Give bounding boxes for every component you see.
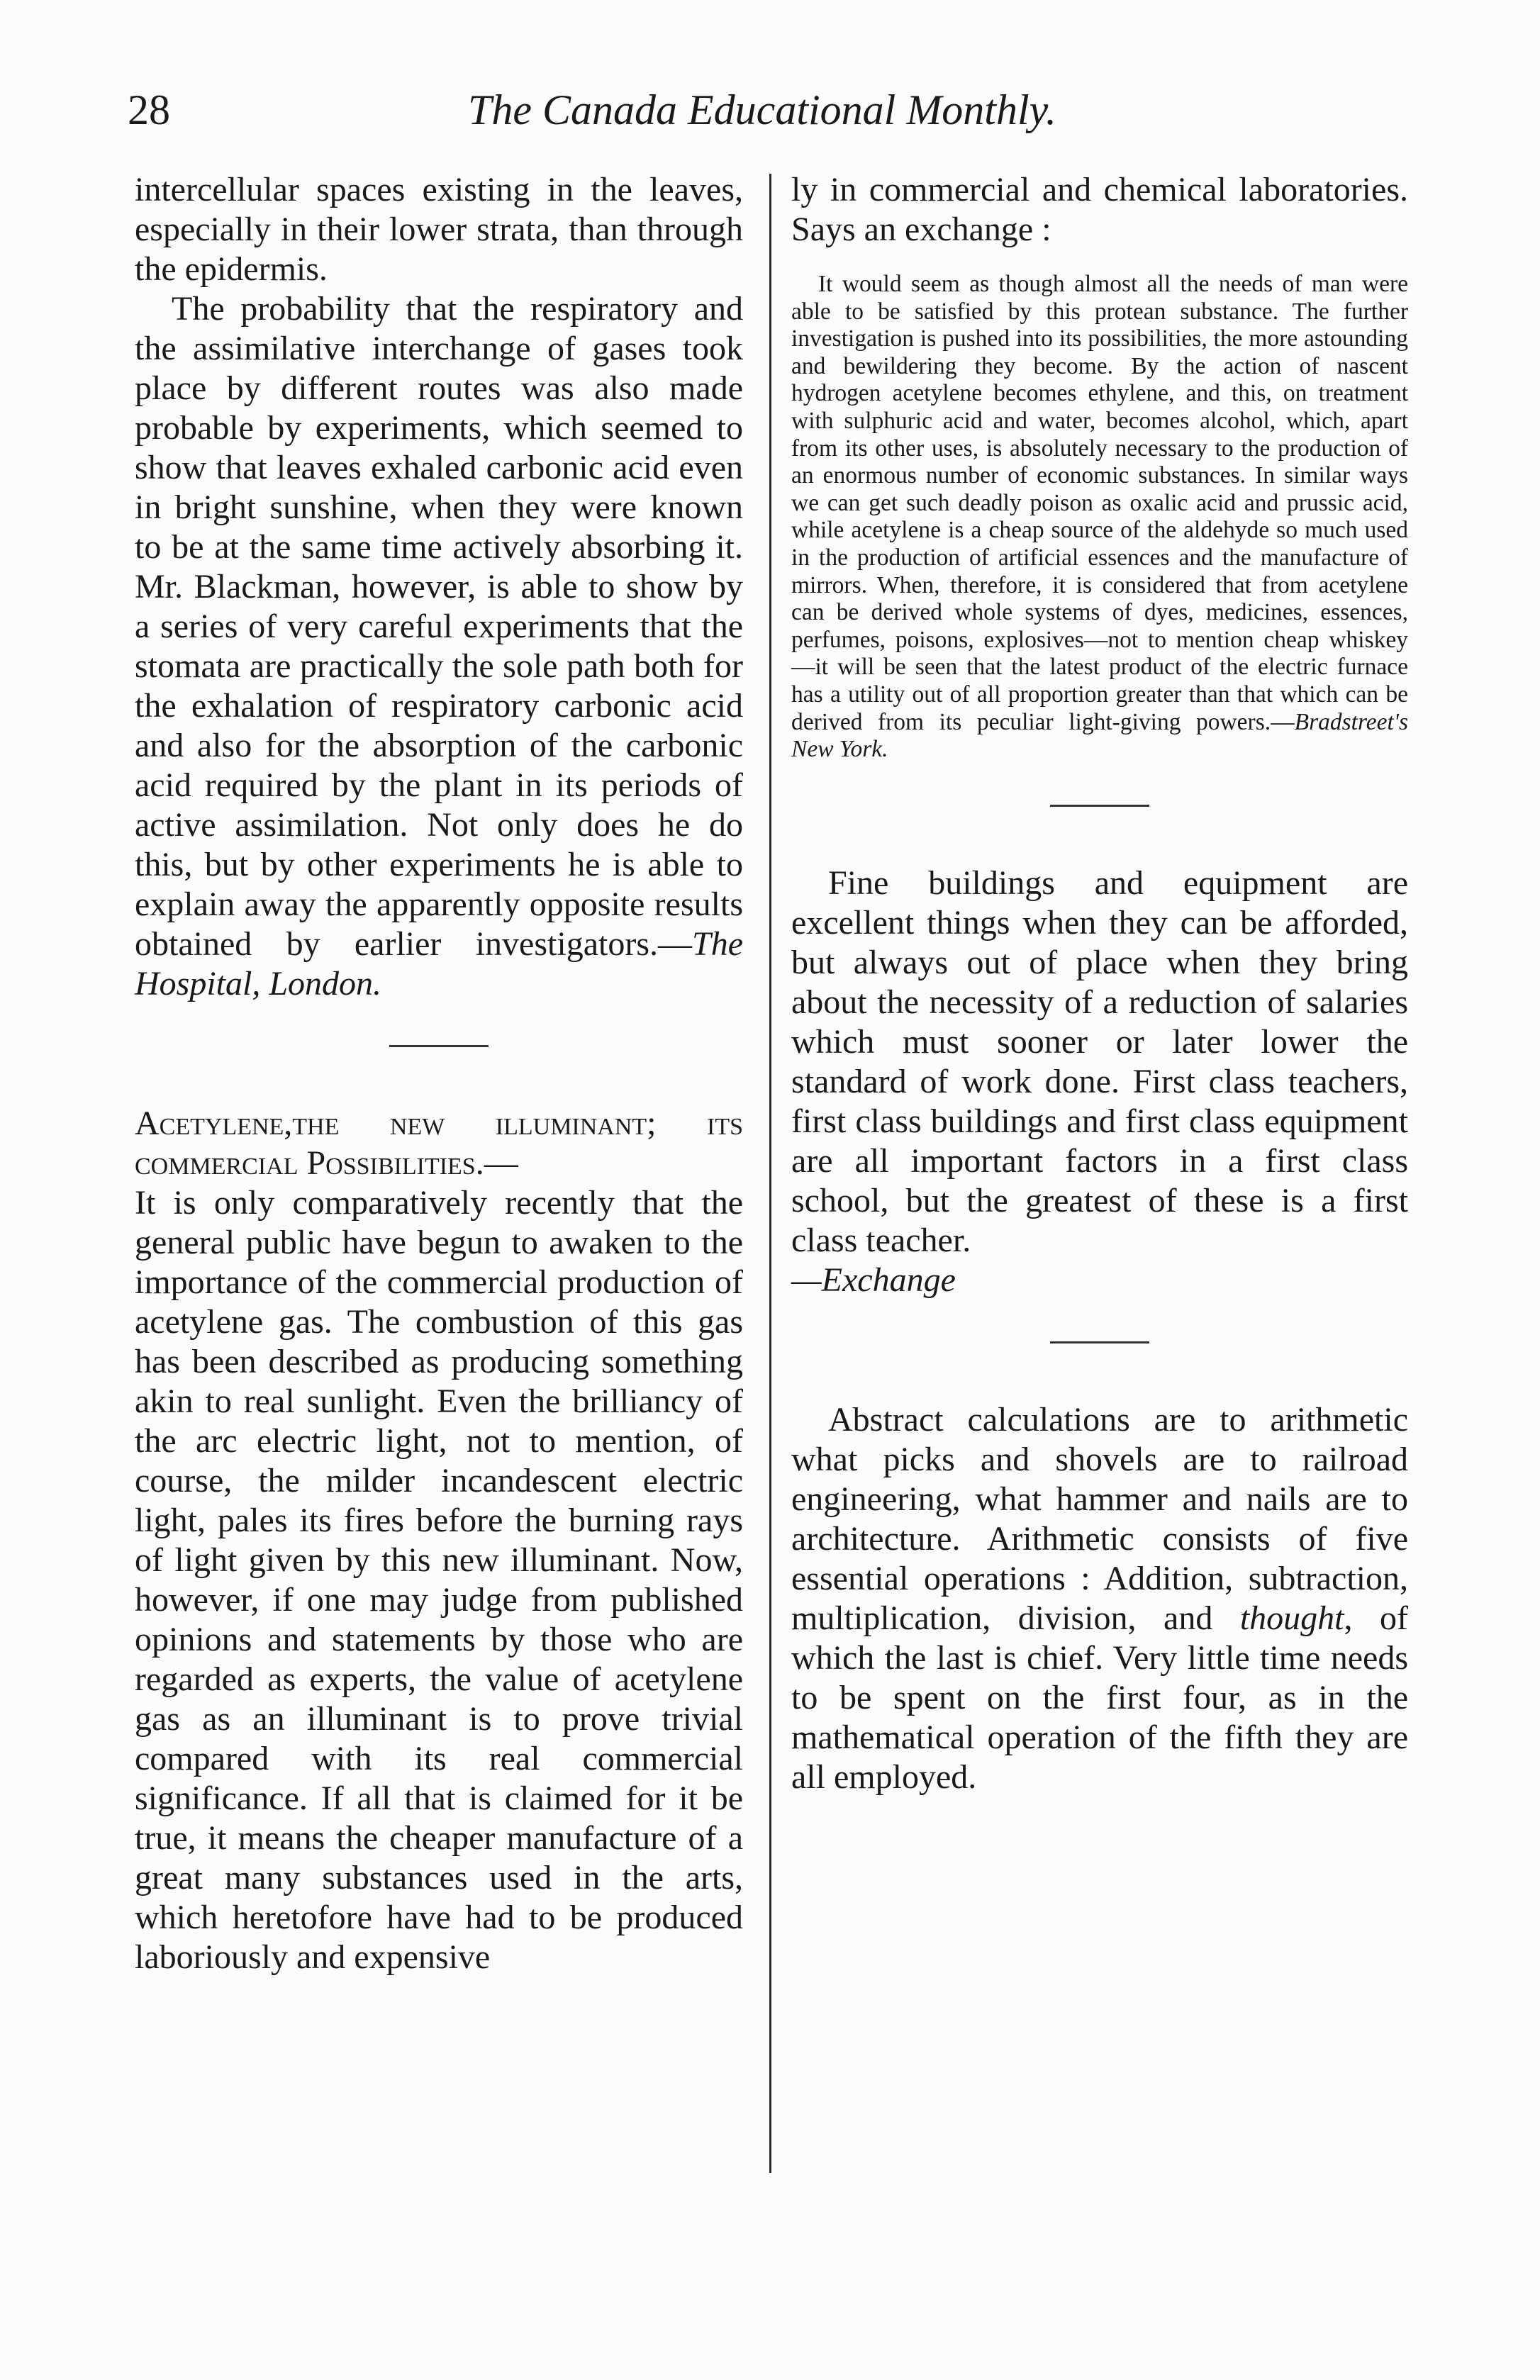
emphasis-thought: thought [1239, 1599, 1344, 1637]
page-number: 28 [128, 86, 170, 133]
quote-text [791, 271, 1408, 764]
paragraph-acetylene: It is only comparatively recently that the general public have begun to awaken to the importance of the commercial production of acetylene gas. The combustion of this gas has been described as producing something akin to real sunlight. Even the brilliancy of the arc electric light, not to mention, of course, the milder incandescent electric light, pales its fires before the burning rays of light given by this new illuminant. Now, however, if one may judge from published opinions and statements by those who are regarded as experts, the value of acetylene gas as an illuminant is to prove trivial compared with its real commercial significance. If all that is claimed for it be true, it means the cheaper manufacture of a great many substances used in the arts, which heretofore have had to be produced laboriously and expensive [135, 1184, 743, 1976]
paragraph-intercellular: intercellular spaces existing in the leaves, especially in their lower strata, than through the epidermis. [135, 171, 743, 288]
paragraph-respiration-text: The probability that the respiratory and the assimilative interchange of gases took place by different routes was also made probable by experiments, which seemed to show that leaves exhaled carbonic acid even in bright sunshine, when they were known to be at the same time actively absorbing it. Mr. Blackman, however, is able to show by a series of very careful experiments that the stomata are practically the sole path both for the exhalation of respiratory carbonic acid and also for the absorption of the carbonic acid required by the plant in its periods of active assimilation. Not only does he do this, but by other experiments he is able to explain away the apparently opposite results obtained by earlier investigators.— [135, 290, 743, 963]
paragraph-arithmetic-end: , of which the last is chief. Very little time needs to be spent on the first four, as in the mathematical operation of the fifth they are all employed. [791, 1599, 1408, 1796]
article-heading: Acetylene,the new illuminant; its commercial Possibilities.— [135, 1105, 743, 1182]
paragraph-buildings: Fine buildings and equipment are excellent things when they can be afforded, but always out of place when they bring about the necessity of a reduction of salaries which must sooner or later lower the standard of work done. First class teachers, first class buildings and first class equipment are all important factors in a first class school, but the greatest of these is a first class teacher. [791, 864, 1408, 1259]
exchange-citation: —Exchange [791, 1261, 956, 1299]
page-header [128, 78, 1397, 142]
source-citation: The Hospital, London. [135, 925, 743, 1002]
right-column [791, 170, 1408, 1797]
column-divider [769, 174, 771, 2173]
quote-body: It would seem as though almost all the needs of man were able to be satisfied by this protean substance. The further investigation is pushed into its possibilities, the more astounding and bewildering they become. By the action of nascent hydrogen acetylene becomes ethylene, and this, on treatment with sulphuric acid and water, becomes alcohol, which, apart from its other uses, is absolutely necessary to the production of an enormous number of economic substances. In similar ways we can get such deadly poison as oxalic acid and prussic acid, while acetylene is a cheap source of the aldehyde so much used in the production of artificial essences and the manufacture of mirrors. When, therefore, it is considered that from acetylene can be derived whole systems of dyes, medicines, essences, perfumes, poisons, explosives—not to mention cheap whiskey—it will be seen that the latest product of the electric furnace has a utility out of all proportion greater than that which can be derived from its peculiar light-giving powers.— [791, 271, 1408, 735]
block-quote [791, 271, 1408, 764]
section-separator [389, 1045, 489, 1047]
paragraph-respiration [135, 289, 743, 1004]
section-separator [1050, 1341, 1149, 1343]
paragraph-arithmetic-text: Abstract calculations are to arithmetic what picks and shovels are to railroad engineering, what hammer and nails are to architecture. Arithmetic consists of five essential operations : Addition, subtraction, multiplication, division, and [791, 1400, 1408, 1637]
paragraph-laboratories: ly in commercial and chemical laboratories. Says an exchange : [791, 171, 1408, 248]
left-column [135, 170, 743, 1977]
section-separator [1050, 805, 1149, 807]
running-title: The Canada Educational Monthly. [468, 86, 1056, 133]
quote-source: Bradstreet's New York. [791, 708, 1408, 763]
paragraph-arithmetic [791, 1400, 1408, 1797]
